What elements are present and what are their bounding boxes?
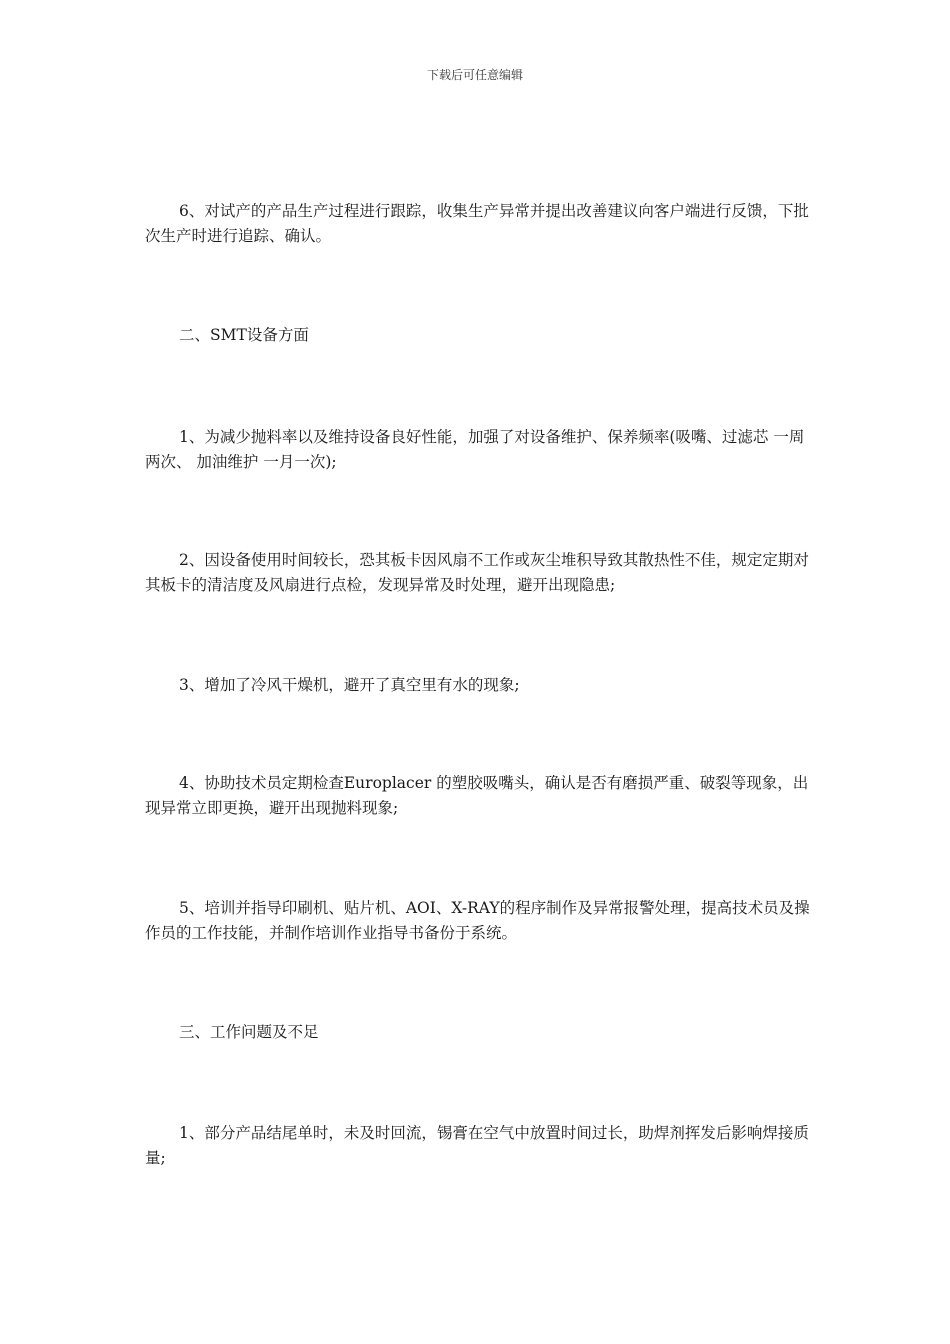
paragraph-board-card-inspection: 2、因设备使用时间较长，恐其板卡因风扇不工作或灰尘堆积导致其散热性不佳，规定定期对其板卡的清洁度及风扇进行点检，发现异常及时处理，避开出现隐患; — [145, 551, 809, 594]
section-heading-problems: 三、工作问题及不足 — [179, 1023, 319, 1041]
paragraph-cold-air-dryer: 3、增加了冷风干燥机，避开了真空里有水的现象; — [179, 676, 520, 694]
paragraph-equipment-maintenance: 1、为减少抛料率以及维持设备良好性能，加强了对设备维护、保养频率(吸嘴、过滤芯 一周两次、 加油维护 一月一次); — [145, 428, 805, 471]
paragraph-reflow-issue: 1、部分产品结尾单时，未及时回流，锡膏在空气中放置时间过长，助焊剂挥发后影响焊接质量; — [145, 1124, 809, 1167]
paragraph-training: 5、培训并指导印刷机、贴片机、AOI、X-RAY的程序制作及异常报警处理，提高技术员及操作员的工作技能，并制作培训作业指导书备份于系统。 — [145, 899, 810, 942]
paragraph-trial-production-tracking: 6、对试产的产品生产过程进行跟踪，收集生产异常并提出改善建议向客户端进行反馈，下批次生产时进行追踪、确认。 — [145, 202, 809, 245]
paragraph-nozzle-inspection: 4、协助技术员定期检查Europlacer 的塑胶吸嘴头，确认是否有磨损严重、破裂等现象，出现异常立即更换，避开出现抛料现象; — [145, 774, 809, 817]
page-header: 下载后可任意编辑 — [426, 68, 523, 82]
section-heading-smt-equipment: 二、SMT设备方面 — [179, 326, 309, 344]
